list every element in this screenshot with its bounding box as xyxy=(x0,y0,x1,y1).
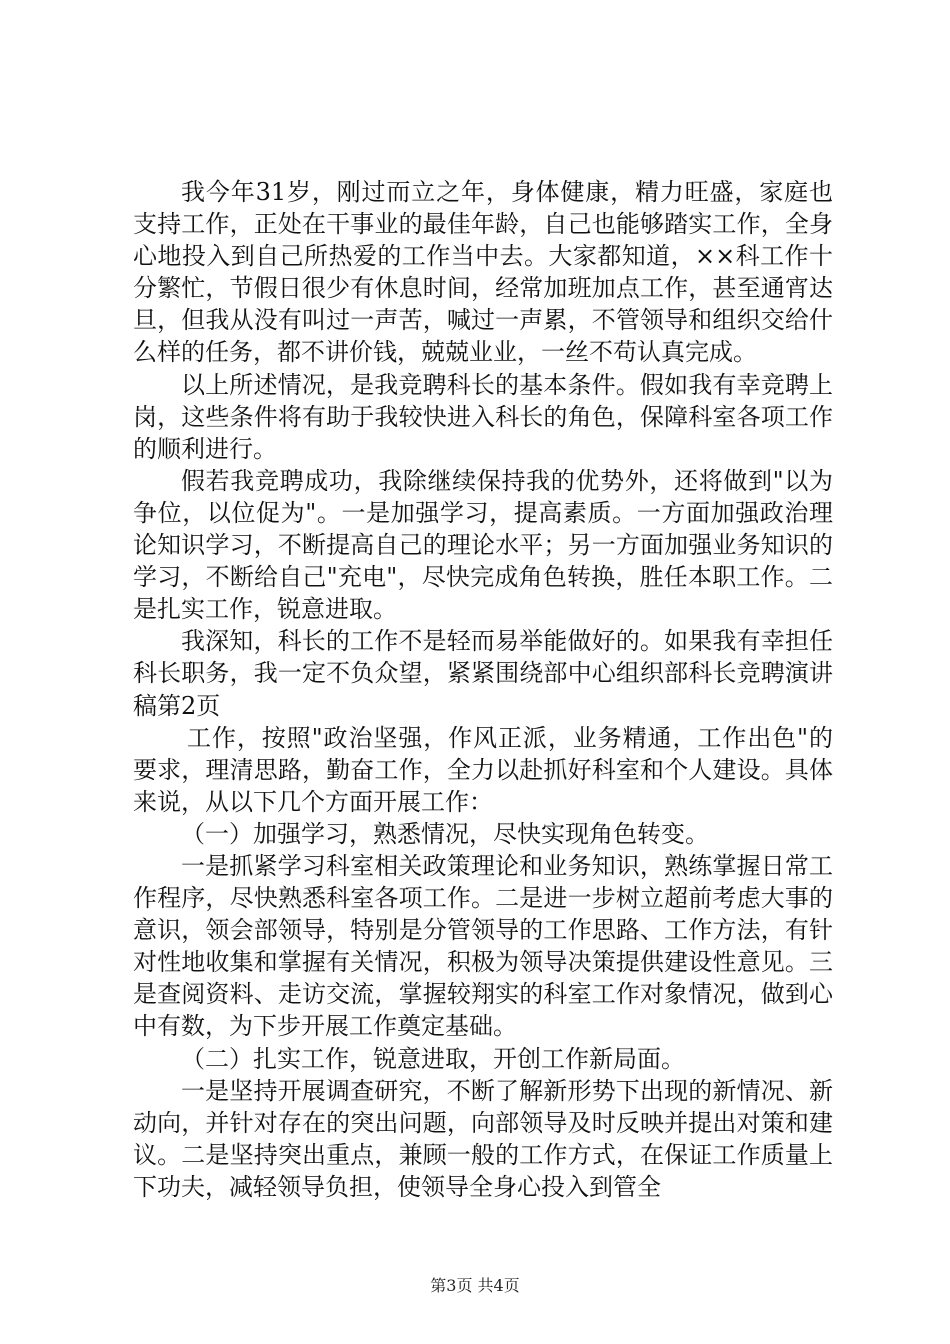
paragraph-personal-background: 我今年31岁，刚过而立之年，身体健康，精力旺盛，家庭也支持工作，正处在干事业的最佳年龄，自己也能够踏实工作，全身心地投入到自己所热爱的工作当中去。大家都知道，××科工作十分繁忙，节假日很少有休息时间，经常加班加点工作，甚至通宵达旦，但我从没有叫过一声苦，喊过一声累，不管领导和组织交给什么样的任务，都不讲价钱，兢兢业业，一丝不苟认真完成。 xyxy=(133,178,833,367)
section-heading-one: （一）加强学习，熟悉情况，尽快实现角色转变。 xyxy=(181,819,709,848)
paragraph-section-one-body: 一是抓紧学习科室相关政策理论和业务知识，熟练掌握日常工作程序，尽快熟悉科室各项工作。二是进一步树立超前考虑大事的意识，领会部领导，特别是分管领导的工作思路、工作方法，有针对性地收集和掌握有关情况，积极为领导决策提供建设性意见。三是查阅资料、走访交流，掌握较翔实的科室工作对象情况，做到心中有数，为下步开展工作奠定基础。 xyxy=(133,851,833,1041)
document-body xyxy=(133,176,833,1203)
paragraph-work-approach: 工作，按照"政治坚强，作风正派，业务精通，工作出色"的要求，理清思路，勤奋工作，全力以赴抓好科室和个人建设。具体来说，从以下几个方面开展工作： xyxy=(133,723,833,816)
paragraph-basic-conditions: 以上所述情况，是我竞聘科长的基本条件。假如我有幸竞聘上岗，这些条件将有助于我较快进入科长的角色，保障科室各项工作的顺利进行。 xyxy=(133,370,833,463)
paragraph-section-two-body: 一是坚持开展调查研究，不断了解新形势下出现的新情况、新动向，并针对存在的突出问题，向部领导及时反映并提出对策和建议。二是坚持突出重点，兼顾一般的工作方式，在保证工作质量上下功夫，减轻领导负担，使领导全身心投入到管全 xyxy=(133,1076,833,1201)
paragraph-commitment: 我深知，科长的工作不是轻而易举能做好的。如果我有幸担任科长职务，我一定不负众望，紧紧围绕部中心组织部科长竞聘演讲稿第2页 xyxy=(133,627,833,720)
page-number-footer: 第3页 共4页 xyxy=(430,1276,520,1295)
section-heading-two: （二）扎实工作，锐意进取，开创工作新局面。 xyxy=(181,1044,685,1073)
paragraph-plan-if-successful: 假若我竞聘成功，我除继续保持我的优势外，还将做到"以为争位，以位促为"。一是加强学习，提高素质。一方面加强政治理论知识学习，不断提高自己的理论水平；另一方面加强业务知识的学习，不断给自己"充电"，尽快完成角色转换，胜任本职工作。二是扎实工作，锐意进取。 xyxy=(133,466,833,624)
